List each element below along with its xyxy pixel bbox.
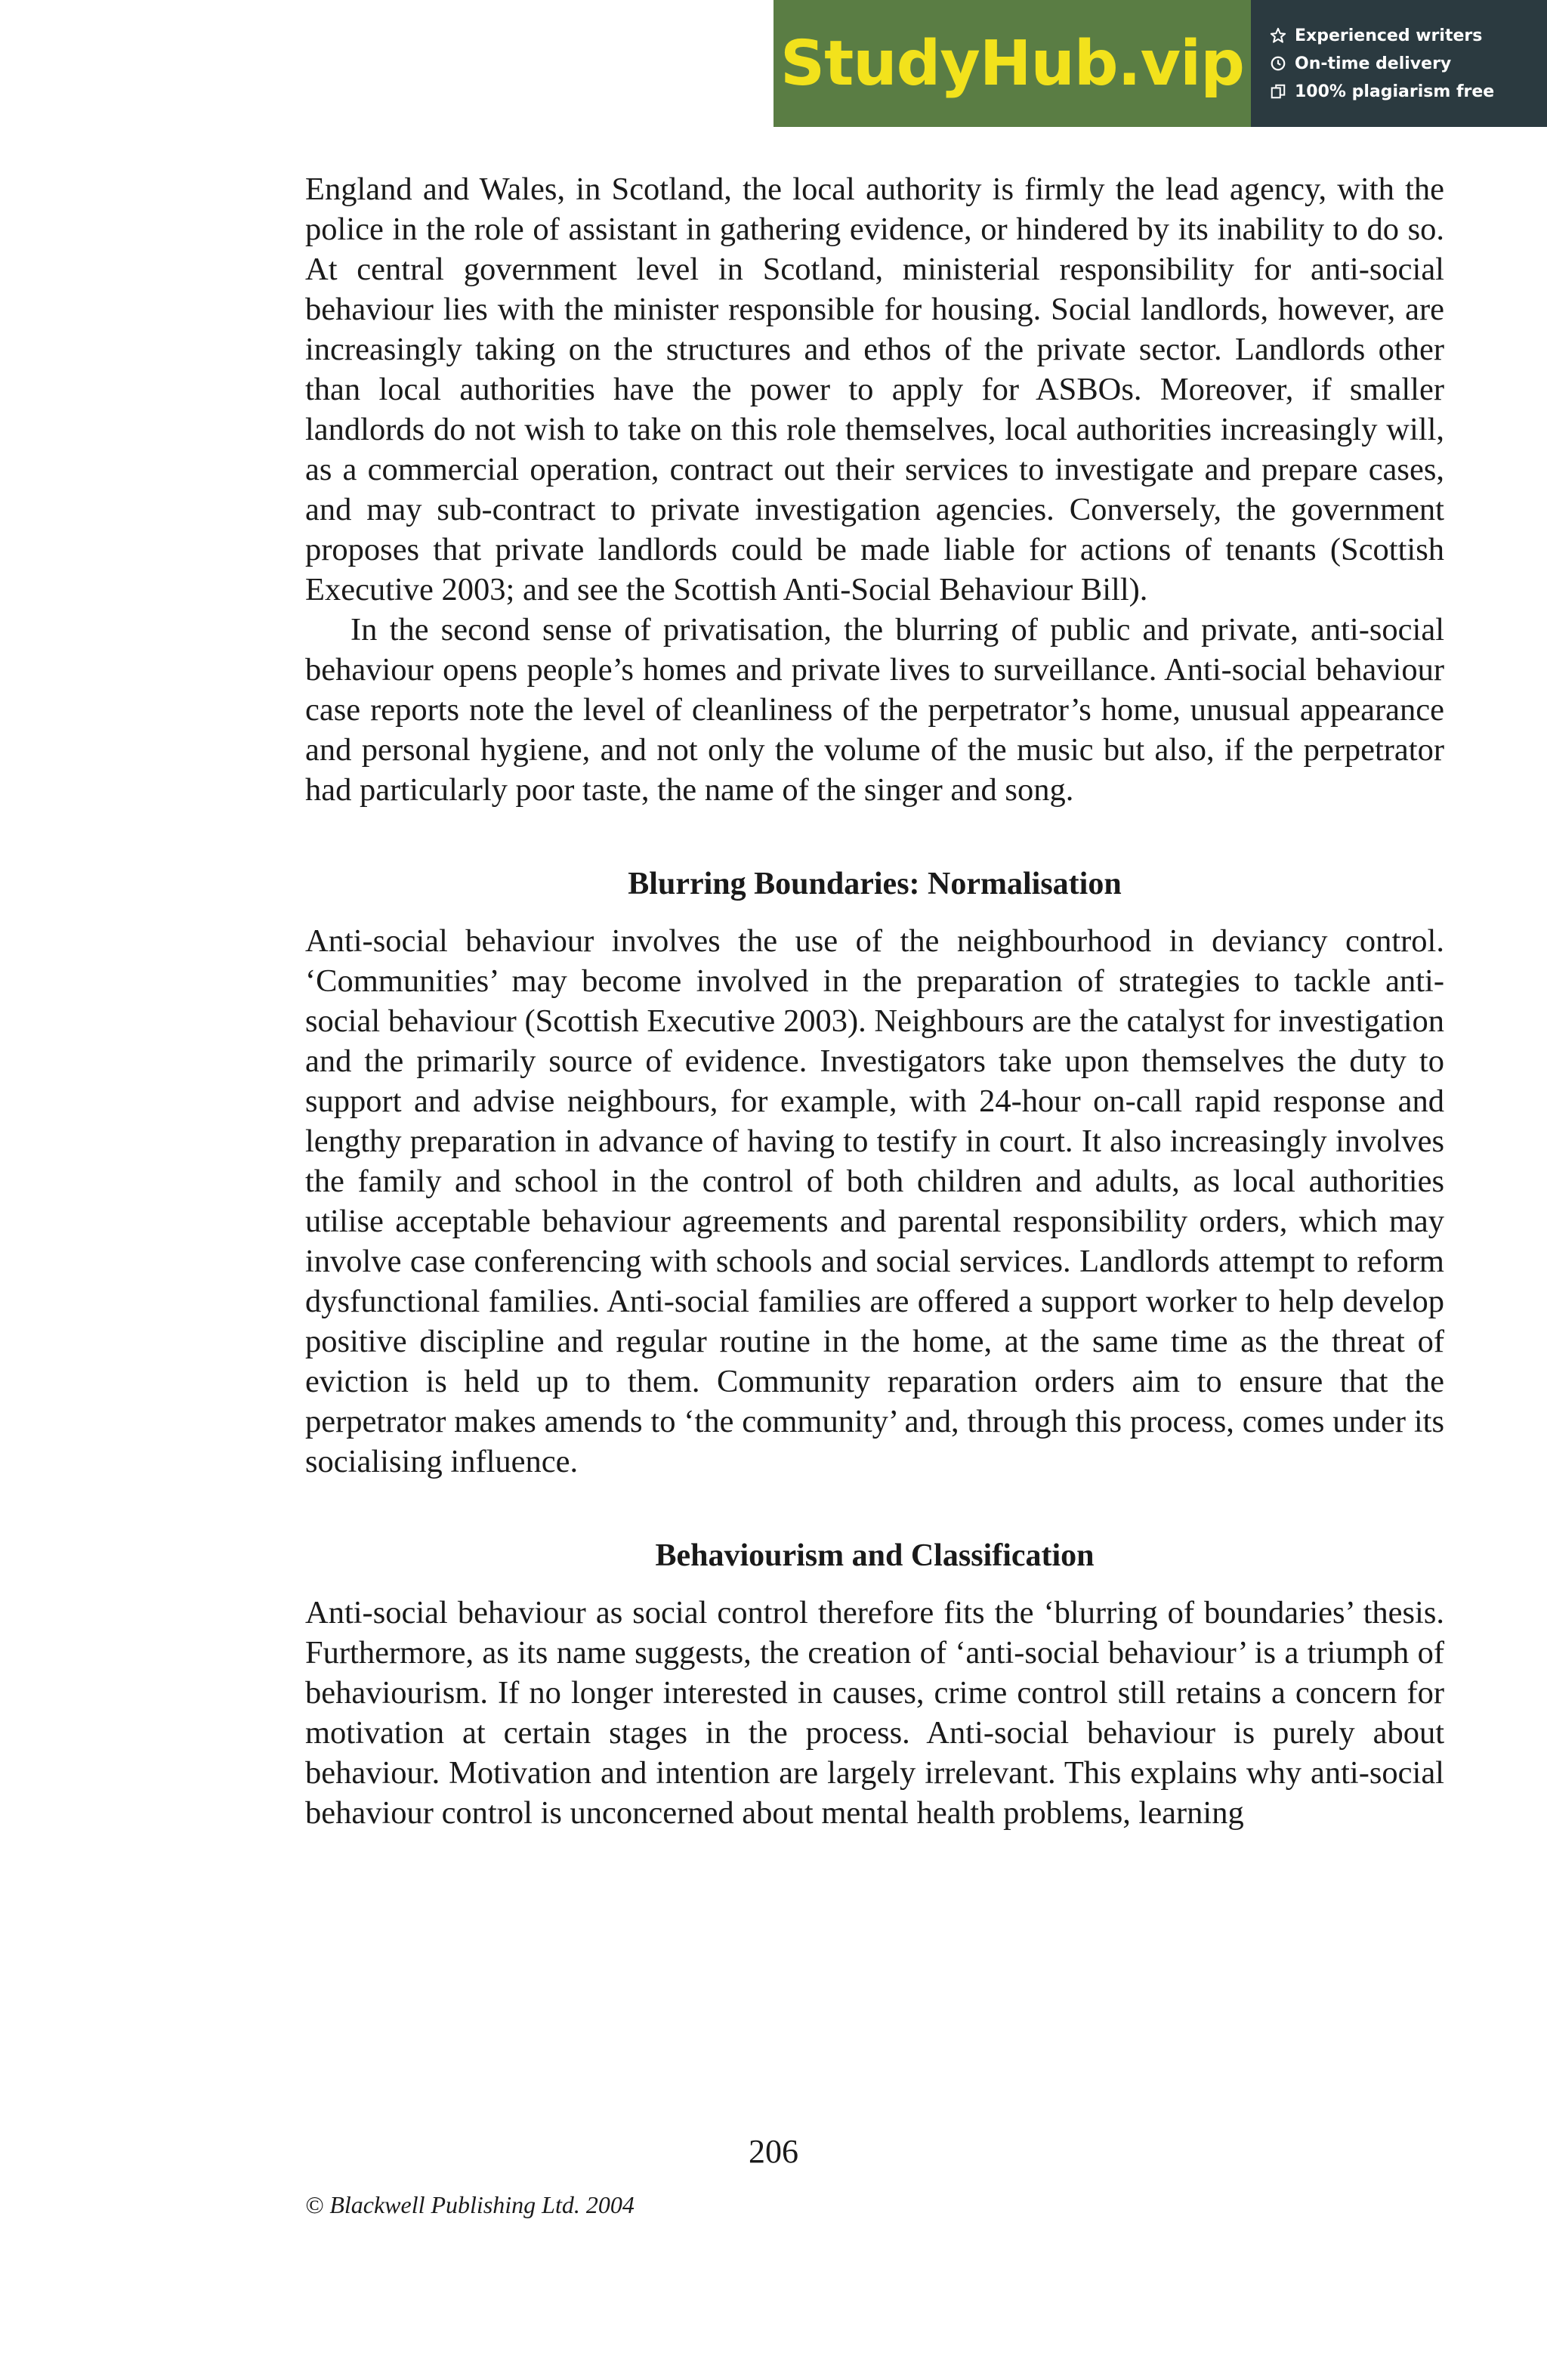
feature-label: 100% plagiarism free (1295, 82, 1495, 101)
logo-text: StudyHub.vip (780, 27, 1244, 100)
feature-experienced-writers (1269, 26, 1547, 45)
page-number: 206 (749, 2133, 798, 2170)
copy-icon (1269, 82, 1287, 100)
paragraph-continuation: England and Wales, in Scotland, the local authority is firmly the lead agency, with the police in the role of assistant in gathering evidence, or hindered by its inability to do so. At central government level in Scotland, ministerial responsibility for anti-social behaviour lies with the minister responsible for housing. Social landlords, however, are increasingly taking on the structures and ethos of the private sector. Landlords other than local authorities have the power to apply for ASBOs. Moreover, if smaller landlords do not wish to take on this role themselves, local authorities increasingly will, as a commercial operation, contract out their services to investigate and prepare cases, and may sub-contract to private investigation agencies. Conversely, the government proposes that private landlords could be made liable for actions of tenants (Scottish Executive 2003; and see the Scottish Anti-Social Behaviour Bill). (305, 172, 1444, 607)
clock-icon (1269, 54, 1287, 73)
paragraph-normalisation: Anti-social behaviour involves the use of the neighbourhood in deviancy control. ‘Communities’ may become involved in the preparation of strategies to tackle anti-social behaviour (Scottish Executive 2003). Neighbours are the catalyst for investigation and the primarily source of evidence. Investigators take upon themselves the duty to support and advise neighbours, for example, with 24-hour on-call rapid response and lengthy preparation in advance of having to testify in court. It also increasingly involves the family and school in the control of both children and adults, as local authorities utilise acceptable behaviour agreements and parental responsibility orders, which may involve case conferencing with schools and social services. Landlords attempt to reform dysfunctional families. Anti-social families are offered a support worker to help develop positive discipline and regular routine in the home, at the same time as the threat of eviction is held up to them. Community reparation orders aim to ensure that the perpetrator makes amends to ‘the community’ and, through this process, comes under its socialising influence. (305, 923, 1444, 1479)
section-heading-normalisation: Blurring Boundaries: Normalisation (628, 867, 1122, 901)
feature-on-time-delivery (1269, 54, 1547, 73)
star-icon (1269, 26, 1287, 45)
feature-label: On-time delivery (1295, 54, 1452, 73)
paragraph-privatisation: In the second sense of privatisation, the blurring of public and private, anti-social behaviour opens people’s homes and private lives to surveillance. Anti-social behaviour case reports note the level of cleanliness of the perpetrator’s home, unusual appearance and personal hygiene, and not only the volume of the music but also, if the perpetrator had particularly poor taste, the name of the singer and song. (305, 612, 1444, 808)
article-body (305, 169, 1444, 1833)
studyhub-logo[interactable] (774, 0, 1251, 127)
feature-plagiarism-free (1269, 82, 1547, 101)
banner-features (1251, 0, 1547, 127)
feature-label: Experienced writers (1295, 26, 1483, 45)
copyright-notice: © Blackwell Publishing Ltd. 2004 (305, 2191, 635, 2218)
paragraph-behaviourism: Anti-social behaviour as social control therefore fits the ‘blurring of boundaries’ thesis. Furthermore, as its name suggests, the creation of ‘anti-social behaviour’ is a triumph of behaviourism. If no longer interested in causes, crime control still retains a concern for motivation at certain stages in the process. Anti-social behaviour is purely about behaviour. Motivation and intention are largely irrelevant. This explains why anti-social behaviour control is unconcerned about mental health problems, learning (305, 1595, 1444, 1831)
studyhub-banner[interactable] (774, 0, 1547, 127)
section-heading-behaviourism: Behaviourism and Classification (655, 1538, 1095, 1573)
